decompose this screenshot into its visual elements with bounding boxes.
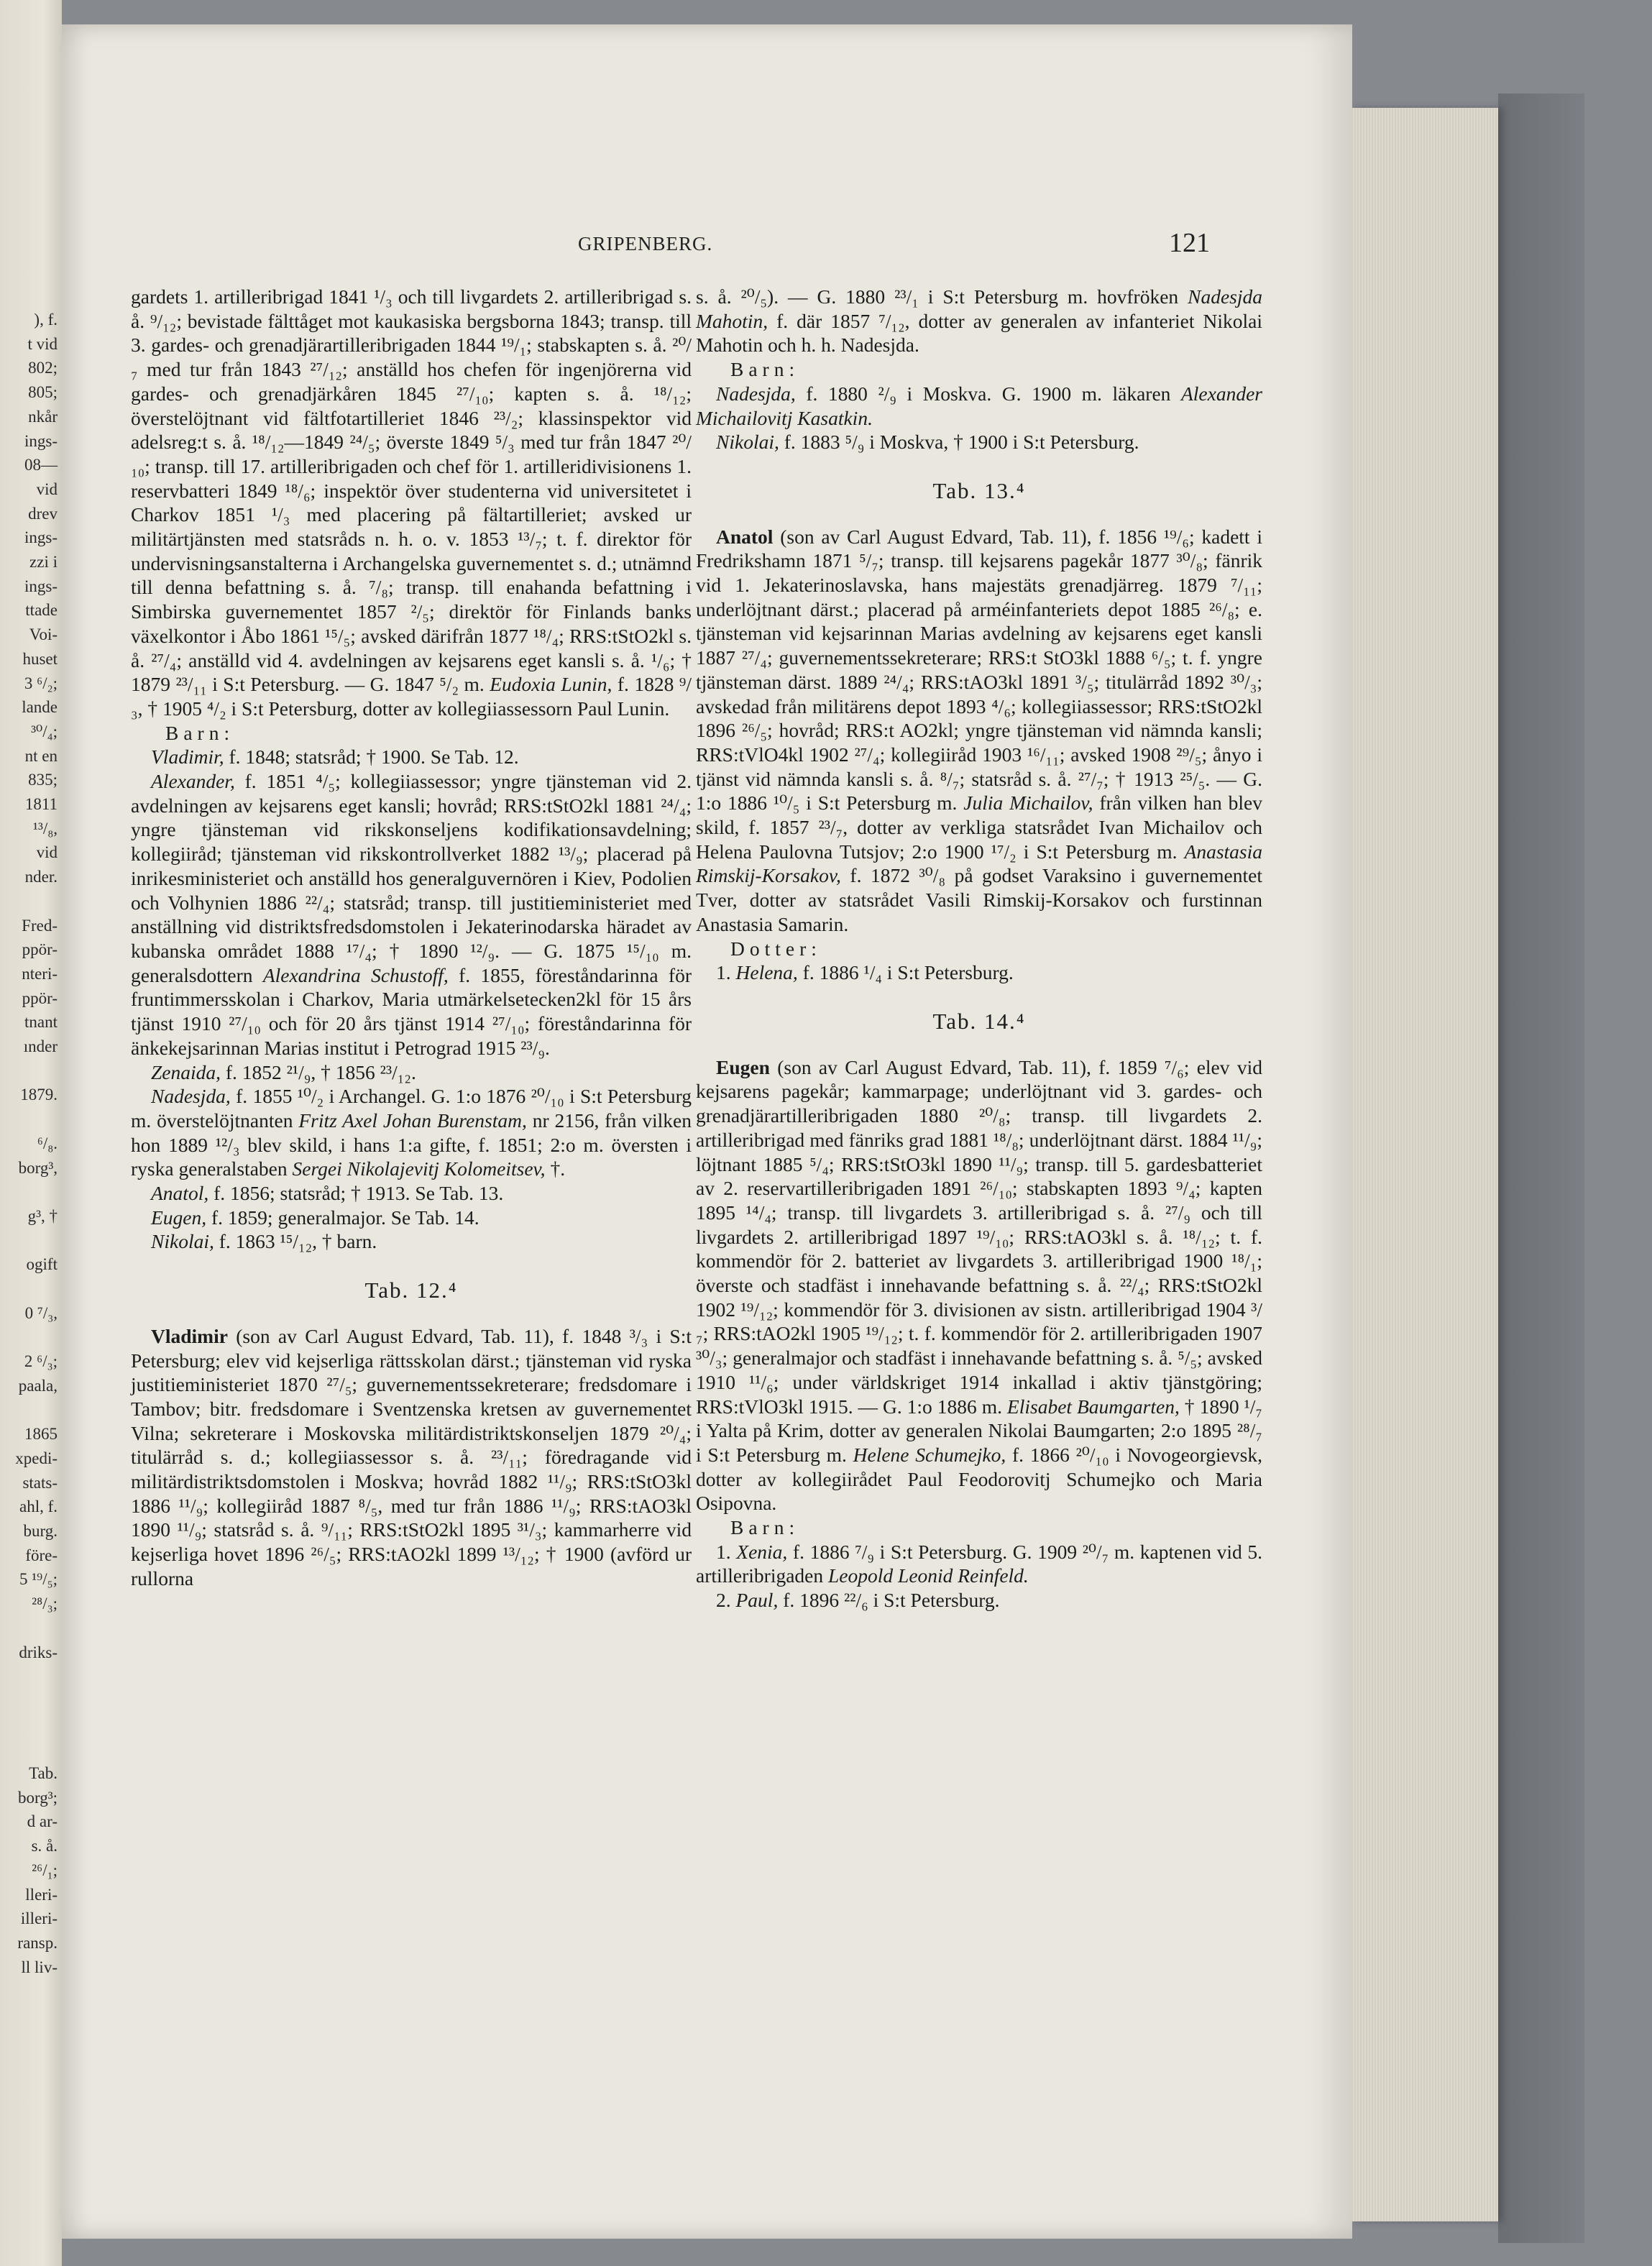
prev-page-fragment: 1811 [24, 795, 58, 813]
prev-page-fragment: ttade [25, 601, 58, 620]
prev-page-fragment: lande [22, 698, 58, 717]
prev-page-fragment: 5 ¹⁹/₅; [19, 1570, 58, 1589]
prev-page-fragment: Voi- [29, 625, 58, 644]
right-column [696, 285, 1262, 1613]
prev-page-fragment: 2 ⁶/₃; [24, 1352, 58, 1371]
book-cover-back [1498, 93, 1584, 2243]
prev-page-fragment: borg³, [18, 1158, 58, 1177]
prev-page-fragment: nder. [24, 868, 58, 886]
prev-page-fragment: ogift [26, 1255, 58, 1274]
prev-page-fragment: t vid [27, 334, 58, 353]
prev-page-fragment: ²⁶/₁; [32, 1861, 58, 1879]
prev-page-fragment: zzi i [29, 553, 58, 571]
prev-page-fragment: 802; [28, 359, 58, 377]
prev-page-fragment: ²⁸/₃; [32, 1595, 58, 1613]
prev-page-fragment: ınder [23, 1037, 58, 1055]
prev-page-fragment: 0 ⁷/₃, [24, 1303, 58, 1322]
prev-page-fragment: g³, † [27, 1206, 58, 1225]
paragraph: Anatol (son av Carl August Edvard, Tab. 11), f. 1856 ¹⁹/₆; kadett i Fredrikshamn 1871 ⁵/₇; transp. till kejsarens pagekår 1877 ³⁰/₈; fänrik vid 1. Jekaterinoslavska, hans majestäts grenadjärreg. 1879 ⁷/₁₁; underlöjtnant därst.; placerad på arméinfanteriets depot 1885 ²⁶/₈; e. tjänsteman vid kejsarinnan Marias avdelning av kejsarens eget kansli 1887 ²⁷/₄; guvernementssekreterare; RRS:t StO3kl 1888 ⁶/₅; t. f. yngre tjänsteman därst. 1889 ²⁴/₄; RRS:tAO3kl 1891 ³/₅; titulärråd 1892 ³⁰/₃; avskedad från militärens depot 1893 ⁴/₆; kollegiiassessor; RRS:tStO2kl 1896 ²⁶/₅; hovråd; RRS:t AO2kl; yngre tjänsteman vid nämnda kansli; RRS:tVlO4kl 1902 ²⁷/₄; kollegiiråd 1903 ¹⁶/₁₁; avsked 1908 ²⁹/₅; ånyo i tjänst vid nämnda kansli s. å. ⁸/₇; statsråd s. å. ²⁷/₇; † 1913 ²⁵/₅. — G. 1:o 1886 ¹⁰/₅ i S:t Petersburg m. Julia Michailov, från vilken han blev skild, f. 1857 ²³/₇, dotter av verkliga statsrådet Ivan Michailov och Helena Paulovna Tutsjov; 2:o 1900 ¹⁷/₂ i S:t Petersburg m. Anastasia Rimskij-Korsakov, f. 1872 ³⁰/₈ på godset Varaksino i guvernementet Tver, dotter av statsrådet Vasili Rimskij-Korsakov och furstinnan Anastasia Samarin. [696, 525, 1263, 935]
running-title: GRIPENBERG. [578, 233, 713, 254]
prev-page-fragment: d ar- [27, 1812, 58, 1831]
table-heading: Tab. 13.⁴ [932, 477, 1026, 503]
prev-page-fragment: borg³; [17, 1788, 58, 1807]
barn-label: Barn: [165, 721, 235, 744]
child-entry: 1. Helena, f. 1886 ¹/₄ i S:t Petersburg. [716, 961, 1014, 984]
page-edges [1350, 108, 1498, 2221]
prev-page-fragment: illeri- [20, 1909, 58, 1928]
prev-page-fragment: lleri- [25, 1885, 58, 1904]
table-heading: Tab. 14.⁴ [932, 1008, 1026, 1034]
prev-page-fragment: nkår [28, 407, 58, 426]
prev-page-fragment: vid [36, 480, 58, 498]
prev-page-fragment: ll liv- [21, 1958, 58, 1976]
prev-page-fragment: ³⁰/₄; [31, 722, 58, 740]
child-entry: 2. Paul, f. 1896 ²²/₆ i S:t Petersburg. [716, 1589, 1000, 1612]
prev-page-fragment: nt en [24, 746, 58, 765]
barn-label: Barn: [730, 1516, 800, 1539]
child-entry: 1. Xenia, f. 1886 ⁷/₉ i S:t Petersburg. G. 1909 ²⁰/₇ m. kaptenen vid 5. artilleribrigaden Leopold Leonid Reinfeld. [696, 1540, 1263, 1587]
prev-page-fragment: 1879. [20, 1086, 58, 1104]
prev-page-fragment: xpedi- [15, 1449, 58, 1467]
prev-page-fragment: vid [36, 843, 58, 862]
prev-page-fragment: drev [28, 504, 58, 523]
prev-page-fragment: ings- [24, 577, 58, 595]
child-entry: Vladimir, f. 1848; statsråd; † 1900. Se Tab. 12. [151, 746, 519, 769]
child-entry: Nikolai, f. 1863 ¹⁵/₁₂, † barn. [151, 1230, 377, 1253]
prev-page-fragment: 835; [28, 771, 58, 789]
prev-page-fragment: Tab. [29, 1764, 58, 1782]
prev-page-fragment: s. å. [31, 1837, 58, 1856]
child-entry: Nadesjda, f. 1855 ¹⁰/₂ i Archangel. G. 1:o 1876 ²⁰/₁₀ i S:t Petersburg m. överstelöjtnanten Fritz Axel Johan Burenstam, nr 2156, från vilken hon 1889 ¹²/₃ blev skild, i hans 1:a gifte, f. 1851; 2:o m. översten i ryska generalstaben Sergei Nikolajevitj Kolomeitsev, †. [131, 1085, 692, 1180]
child-entry: Nadesjda, f. 1880 ²/₉ i Moskva. G. 1900 m. läkaren Alexander Michailovitj Kasatkin. [696, 382, 1262, 429]
prev-page-fragment: ppör- [22, 988, 58, 1007]
left-column [131, 285, 692, 1591]
child-entry: Eugen, f. 1859; generalmajor. Se Tab. 14. [151, 1206, 479, 1229]
dotter-label: Dotter: [730, 937, 822, 960]
prev-page-fragment: ransp. [17, 1933, 58, 1952]
paragraph: Eugen (son av Carl August Edvard, Tab. 11), f. 1859 ⁷/₆; elev vid kejsarens pagekår; kammarpage; underlöjtnant vid 3. gardes- och grenadjärartilleribrigaden 1880 ²⁰/₈; transp. till livgardets 2. artilleribrigad med fänriks grad 1881 ¹⁸/₈; underlöjtnant därst. 1884 ¹¹/₉; löjtnant 1885 ⁵/₄; RRS:tStO3kl 1890 ¹¹/₉; transp. till 5. gardesbatteriet av 2. reservartilleribrigaden 1891 ²⁶/₁₀; stabskapten 1893 ⁹/₄; kapten 1895 ¹⁴/₄; transp. till livgardets 3. artilleribrigad s. å. ²⁷/₉ och till livgardets 2. artilleribrigad 1897 ¹⁹/₁₀; RRS:tAO3kl s. å. ¹⁸/₁₂; t. f. kommendör för 2. batteriet av livgardets 3. artilleribrigad 1900 ¹⁸/₁; överste och stadfäst i innehavande befattning s. å. ²²/₄; RRS:tStO2kl 1902 ¹⁹/₁₂; kommendör för 3. divisionen av sistn. artilleribrigad 1904 ³/₇; RRS:tAO2kl 1905 ¹⁹/₁₂; t. f. kommendör för 2. artilleribrigaden 1907 ³⁰/₃; generalmajor och stadfäst i innehavande befattning s. å. ⁵/₅; avsked 1910 ¹¹/₆; under världskriget 1914 inkallad i aktiv tjänstgöring; RRS:tVlO3kl 1915. — G. 1:o 1886 m. Elisabet Baumgarten, † 1890 ¹/₇ i Yalta på Krim, dotter av generalen Nikolai Baumgarten; 2:o 1895 ²⁸/₇ i S:t Petersburg m. Helene Schumejko, f. 1866 ²⁰/₁₀ i Novogeorgievsk, dotter av kollegiirådet Paul Feodorovitj Schumejko och Maria Osipovna. [696, 1055, 1262, 1515]
paragraph: gardets 1. artilleribrigad 1841 ¹/₃ och till livgardets 2. artilleribrigad s. å. ⁹/₁₂; bevistade fälttåget mot kaukasiska bergsborna 1843; transp. till 3. gardes- och grenadjärartilleribrigaden 1844 ¹⁹/₁; stabskapten s. å. ²⁰/₇ med tur från 1843 ²⁷/₁₂; anställd hos chefen för ingenjörerna vid gardes- och grenadjärkåren 1845 ²⁷/₁₀; kapten s. å. ¹⁸/₁₂; överstelöjtnant vid fältfotartilleriet 1846 ²³/₂; klassinspektor vid adelsreg:t s. å. ¹⁸/₁₂—1849 ²⁴/₅; överste 1849 ⁵/₃ med tur från 1847 ²⁰/₁₀; transp. till 17. artilleribrigaden och chef för 1. artilleridivisionens 1. reservbatteri 1849 ¹⁸/₆; inspektör över studenterna vid universitetet i Charkov 1851 ¹/₃ med placering på fältartilleriet; avsked ur militärtjänsten med statsråds n. h. o. v. 1853 ¹³/₇; t. f. direktor för undervisningsanstalterna i Archangelska guvernementet s. d.; utnämnd till denna befattning s. å. ⁷/₈; transp. till enahanda befattning i Simbirska guvernementet 1857 ²/₅; direktör för Finlands banks växelkontor i Åbo 1861 ¹⁵/₅; avsked därifrån 1877 ¹⁸/₄; RRS:tStO2kl s. å. ²⁷/₄; anställd vid 4. avdelningen av kejsarens eget kansli s. å. ¹/₆; † 1879 ²³/₁₁ i S:t Petersburg. — G. 1847 ⁵/₂ m. Eudoxia Lunin, f. 1828 ⁹/₃, † 1905 ⁴/₂ i S:t Petersburg, dotter av kollegiiassessorn Paul Lunin. [131, 285, 692, 720]
child-entry: Alexander, f. 1851 ⁴/₅; kollegiiassessor; yngre tjänsteman vid 2. avdelningen av kejsarens eget kansli; hovråd; RRS:tStO2kl 1881 ²⁴/₄; yngre tjänsteman vid rikskonseljens kodifikationsavdelning; kollegiiråd; tjänsteman vid rikskontrollverket 1882 ¹³/₉; placerad på inrikesministeriet och anställd hos generalguvernören i Kiev, Podolien och Volhynien 1886 ²²/₄; statsråd; transp. till justitieministeriet med anställning vid distriktsfredsdomstolen i Jekaterinodarska häradet av kubanska området 1888 ¹⁷/₄; † 1890 ¹²/₉. — G. 1875 ¹⁵/₁₀ m. generalsdottern Alexandrina Schustoff, f. 1855, föreståndarinna för fruntimmersskolan i Charkov, Maria utmärkelsetecken2kl för 15 års tjänst 1910 ²⁷/₁₀ och för 20 års tjänst 1914 ²⁷/₁₀; föreståndarinna för änkekejsarinnan Marias institut i Petrograd 1915 ²³/₉. [131, 770, 692, 1059]
prev-page-fragment: stats- [22, 1473, 58, 1492]
paragraph: Vladimir (son av Carl August Edvard, Tab. 11), f. 1848 ³/₃ i S:t Petersburg; elev vid kejserliga rättsskolan därst.; tjänsteman vid ryska justitieministeriet 1870 ²⁷/₅; guvernementssekreterare; fredsdomare i Tambov; bitr. fredsdomare i Sventzenska kretsen av guvernementet Vilna; sekreterare i Moskovska militärdistriktskonseljen 1879 ²⁰/₄; titulärråd s. d.; kollegiiassessor s. å. ²³/₁₁; föredragande vid militärdistriktsdomstolen i Moskva; hovråd 1882 ¹¹/₉; RRS:tStO3kl 1886 ¹¹/₉; kollegiiråd 1887 ⁸/₅, med tur från 1886 ¹¹/₉; RRS:tAO3kl 1890 ¹¹/₉; statsråd s. å. ⁹/₁₁; RRS:tStO2kl 1895 ³¹/₃; kammarherre vid kejserliga hovet 1896 ²⁶/₅; RRS:tAO2kl 1899 ¹³/₁₂; † 1900 (avförd ur rullorna [131, 1324, 692, 1590]
prev-page-fragment: ppör- [22, 940, 58, 959]
prev-page-fragment: 1865 [24, 1425, 58, 1444]
prev-page-fragment: ahl, f. [19, 1497, 58, 1516]
prev-page-fragment: nteri- [22, 964, 58, 983]
prev-page-fragment: före- [25, 1546, 58, 1564]
paragraph: s. å. ²⁰/₅). — G. 1880 ²³/₁ i S:t Petersburg m. hovfröken Nadesjda Mahotin, f. där 1857 ⁷/₁₂, dotter av generalen av infanteriet Nikolai Mahotin och h. h. Nadesjda. [696, 285, 1262, 357]
prev-page-fragment: driks- [19, 1643, 58, 1661]
child-entry: Anatol, f. 1856; statsråd; † 1913. Se Tab. 13. [151, 1182, 504, 1205]
prev-page-fragment: 805; [28, 383, 58, 402]
barn-label: Barn: [730, 358, 800, 381]
prev-page-fragment: ⁶/₈. [37, 1134, 58, 1152]
prev-page-fragment: 3 ⁶/₂; [24, 674, 58, 692]
child-entry: Nikolai, f. 1883 ⁵/₉ i Moskva, † 1900 i S:t Petersburg. [716, 431, 1139, 454]
prev-page-fragment: paala, [18, 1376, 58, 1395]
prev-page-fragment: burg. [23, 1522, 58, 1540]
child-entry: Zenaida, f. 1852 ²¹/₉, † 1856 ²³/₁₂. [151, 1060, 416, 1083]
table-heading: Tab. 12.⁴ [364, 1278, 458, 1303]
prev-page-fragment: 08— [24, 456, 58, 474]
prev-page-fragment: huset [22, 649, 58, 668]
page-number: 121 [1169, 228, 1210, 258]
prev-page-fragment: ), f. [34, 311, 58, 329]
prev-page-fragment: ¹³/₈, [33, 819, 58, 838]
prev-page-fragment: ings- [24, 528, 58, 547]
previous-page-edge [0, 0, 62, 2266]
book-page [62, 24, 1352, 2239]
prev-page-fragment: tnant [24, 1013, 58, 1032]
prev-page-fragment: ings- [24, 431, 58, 450]
prev-page-fragment: Fred- [22, 916, 58, 935]
